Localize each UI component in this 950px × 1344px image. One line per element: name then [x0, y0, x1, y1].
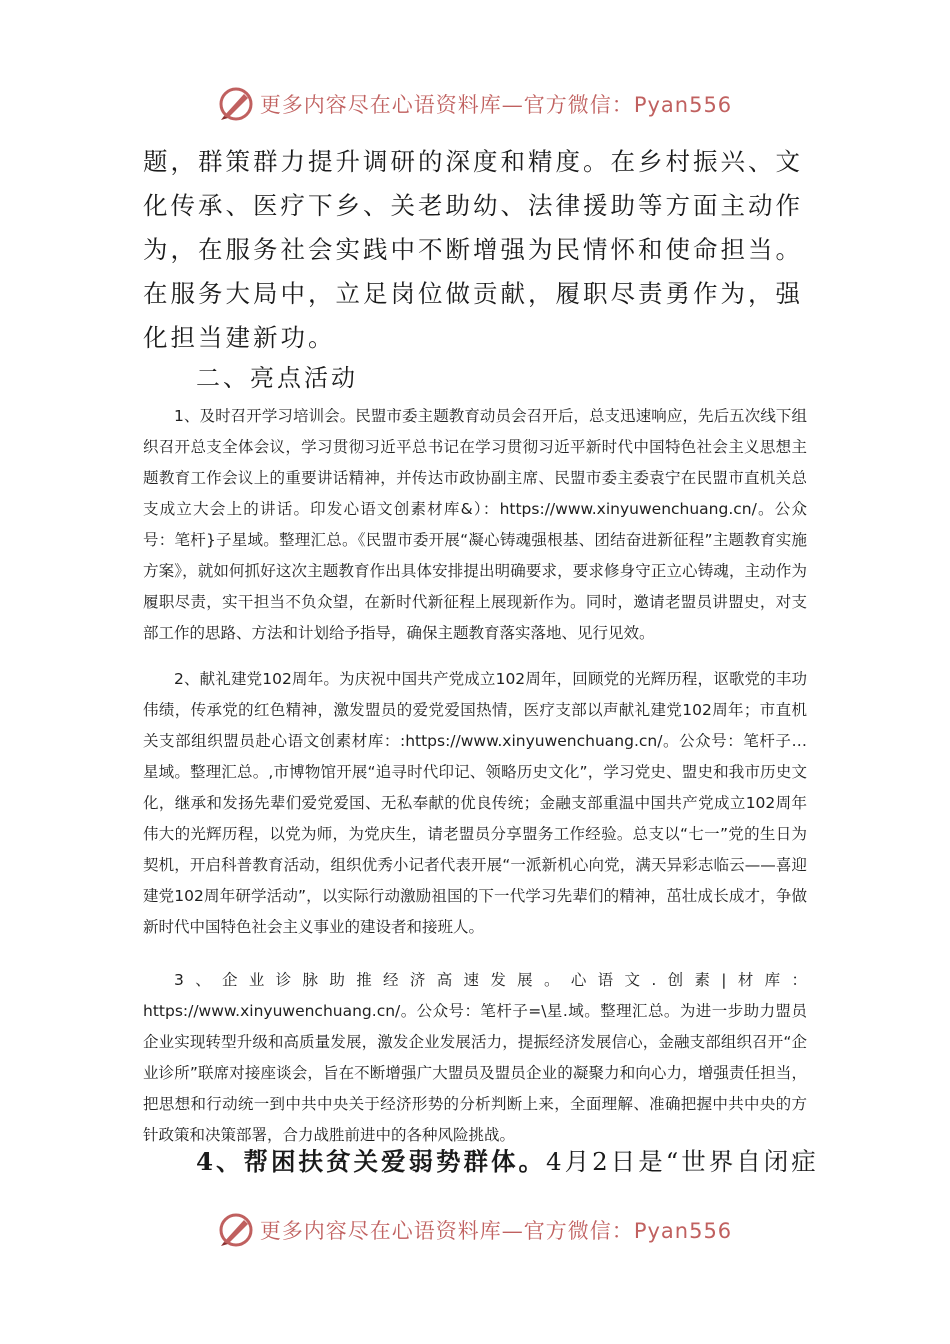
section-heading: 二、亮点活动 [196, 364, 358, 392]
banner-text: 更多内容尽在心语资料库—官方微信：Pyan556 [259, 1219, 733, 1243]
banner-text: 更多内容尽在心语资料库—官方微信：Pyan556 [259, 93, 733, 117]
intro-paragraph: 题，群策群力提升调研的深度和精度。在乡村振兴、文化传承、医疗下乡、关老助幼、法律援助等方面主动作为，在服务社会实践中不断增强为民情怀和使命担当。在服务大局中，立足岗位做贡献，履职尽责勇作为，强化担当建新功。 [143, 147, 803, 352]
paragraph-3 [143, 965, 807, 1151]
header-banner [0, 82, 950, 126]
last-line [196, 1142, 819, 1182]
paragraph-2 [143, 664, 807, 943]
last-line-bold: 4、帮困扶贫关爱弱势群体。 [196, 1147, 547, 1176]
paragraph-text: 1、及时召开学习培训会。民盟市委主题教育动员会召开后，总支迅速响应，先后五次线下组织召开总支全体会议，学习贯彻习近平总书记在学习贯彻习近平新时代中国特色社会主义思想主题教育工作会议上的重要讲话精神，并传达市政协副主席、民盟市委主委袁宁在民盟市直机关总支成立大会上的讲话。印发心语文创素材库&）：https://www.xinyuwenchuang.cn/。公众号：笔杆}子星域。整理汇总。《民盟市委开展“凝心铸魂强根基、团结奋进新征程”主题教育实施方案》，就如何抓好这次主题教育作出具体安排提出明确要求，要求修身守正立心铸魂，主动作为履职尽责，实干担当不负众望，在新时代新征程上展现新作为。同时，邀请老盟员讲盟史，对支部工作的思路、方法和计划给予指导，确保主题教育落实落地、见行见效。 [143, 407, 807, 642]
last-line-normal: 4月2日是“世界自闭症 [546, 1147, 819, 1176]
paragraph-text: 3、企业诊脉助推经济高速发展。心语文.创素|材库：https://www.xinyuwenchuang.cn/。公众号：笔杆子=\星.域。整理汇总。为进一步助力盟员企业实现转型升级和高质量发展，激发企业发展活力，提振经济发展信心，金融支部组织召开“企业诊所”联席对接座谈会，旨在不断增强广大盟员及盟员企业的凝聚力和向心力，增强责任担当，把思想和行动统一到中共中央关于经济形势的分析判断上来，全面理解、准确把握中共中央的方针政策和决策部署，合力战胜前进中的各种风险挑战。 [143, 971, 807, 1144]
wechat-id: Pyan556 [633, 93, 733, 117]
wechat-id: Pyan556 [633, 1219, 733, 1243]
pen-logo-icon [218, 1212, 254, 1248]
footer-banner [0, 1208, 950, 1252]
pen-logo-icon [218, 86, 254, 122]
paragraph-1 [143, 401, 807, 649]
paragraph-text: 2、献礼建党102周年。为庆祝中国共产党成立102周年，回顾党的光辉历程，讴歌党的丰功伟绩，传承党的红色精神，激发盟员的爱党爱国热情，医疗支部以声献礼建党102周年；市直机关支部组织盟员赴心语文创素材库：:https://www.xinyuwenchuang.cn/。公众号：笔杆子…星域。整理汇总。,市博物馆开展“追寻时代印记、领略历史文化”，学习党史、盟史和我市历史文化，继承和发扬先辈们爱党爱国、无私奉献的优良传统；金融支部重温中国共产党成立102周年伟大的光辉历程，以党为师，为党庆生，请老盟员分享盟务工作经验。总支以“七一”党的生日为契机，开启科普教育活动，组织优秀小记者代表开展“一派新机心向党，满天异彩志临云——喜迎建党102周年研学活动”，以实际行动激励祖国的下一代学习先辈们的精神，茁壮成长成才，争做新时代中国特色社会主义事业的建设者和接班人。 [143, 670, 807, 936]
